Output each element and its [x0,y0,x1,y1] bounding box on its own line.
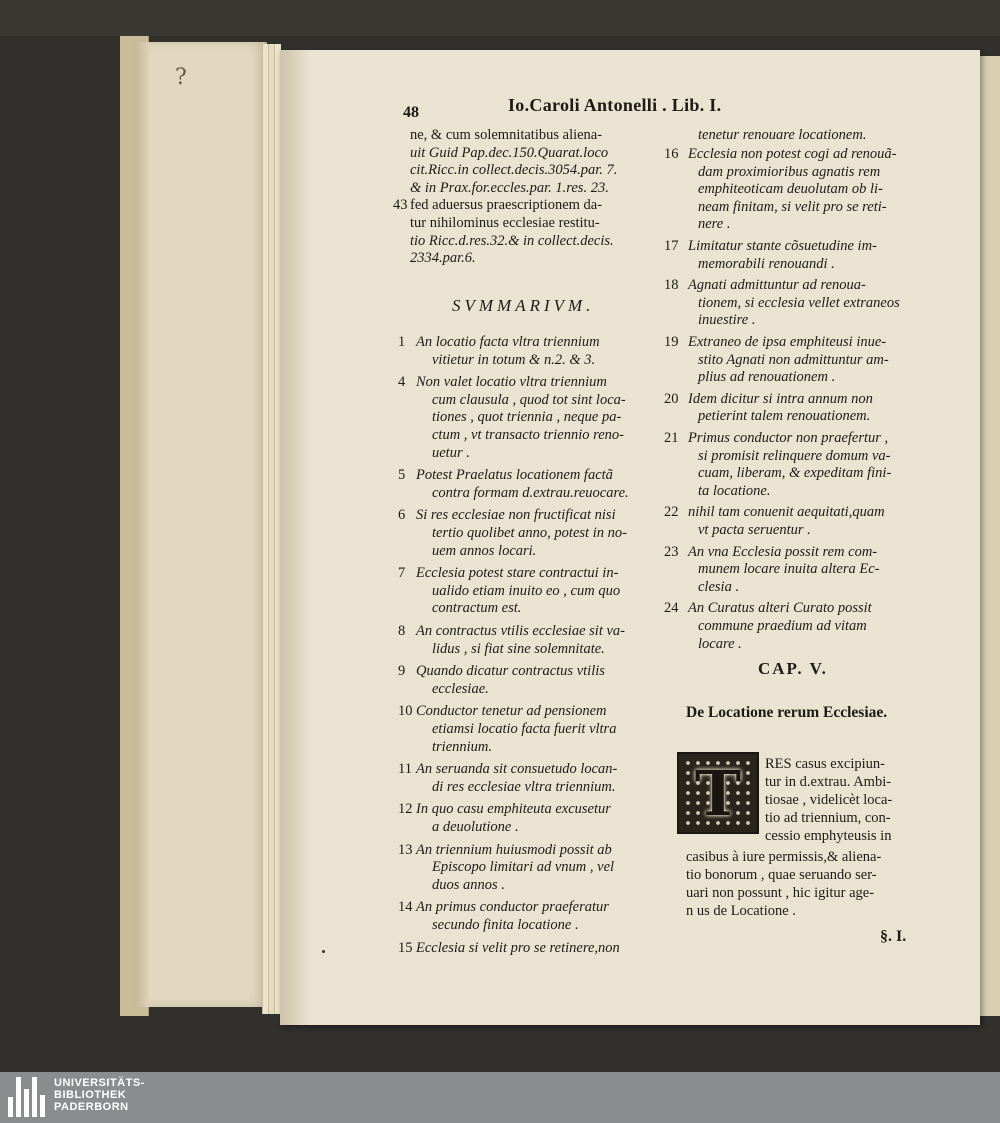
body-text-line: n us de Locatione . [686,903,796,919]
margin-number: 43 [393,197,408,214]
summary-item-line: An vna Ecclesia possit rem com- [688,543,878,560]
body-text-line: tio bonorum , quae seruando ser- [686,867,877,883]
summary-item-line: An seruanda sit consuetudo locan- [416,761,618,778]
summary-item-line: contra formam d.extrau.reuocare. [432,484,629,501]
summary-item-number: 7 [398,565,406,582]
left-flyleaf [135,42,267,1007]
body-text-line: RES casus excipiun- [765,756,886,772]
body-text-line: uari non possunt , hic igitur age- [686,885,875,901]
summary-item-line: duos annos . [432,876,505,893]
summary-item-line: etiamsi locatio facta fuerit vltra [432,721,617,737]
summary-item-number: 23 [664,543,679,560]
body-text-line: cessio emphyteusis in [765,828,892,844]
summary-item-line: ctum , vt transacto triennio reno- [432,427,624,443]
summary-item-line: petierint talem renouationem. [698,408,871,425]
summary-item-number: 6 [398,507,406,524]
summary-item-number: 21 [664,430,679,446]
section-mark: §. I. [880,928,907,945]
page-number: 48 [403,104,419,121]
summary-item-line: cum clausula , quod tot sint loca- [432,391,626,408]
summary-item-number: 13 [398,841,413,858]
summary-item-line: a deuolutione . [432,819,519,835]
summary-item-number: 20 [664,390,679,407]
summary-item-line: tertio quolibet anno, potest in no- [432,525,627,541]
body-text-line: tiosae , videlicèt loca- [765,792,893,808]
summary-item-line: Conductor tenetur ad pensionem [416,703,607,720]
summary-item-line: Ecclesia si velit pro se retinere,non [416,939,620,956]
summary-item-line: In quo casu emphiteuta excusetur [416,801,611,818]
summary-item-number: 10 [398,703,413,720]
summary-item-line: triennium. [432,738,493,755]
summary-item-line: emphiteoticam deuolutam ob li- [698,181,883,198]
summary-item-line: si promisit relinquere domum va- [698,447,891,464]
summary-item-line: neam finitam, si velit pro se reti- [698,198,887,215]
body-text-line: tur in d.extrau. Ambi- [765,774,892,790]
summary-item-line: ta locatione. [698,482,771,499]
summary-item-line: Potest Praelatus locationem factã [416,467,613,484]
body-text-line: casibus à iure permissis,& aliena- [686,849,882,865]
body-text-line: tio Ricc.d.res.32.& in collect.decis. [410,232,614,249]
summary-item-line: ualido etiam inuito eo , cum quo [432,582,621,599]
chapter-heading: CAP. V. [758,659,828,678]
summary-item-number: 16 [664,146,679,162]
summary-item-line: commune praedium ad vitam [698,618,867,634]
summary-item-line: munem locare inuita altera Ec- [698,561,880,578]
summary-item-line: ecclesiae. [432,680,489,697]
summary-item-number: 17 [664,238,679,254]
summary-item-line: memorabili renouandi . [698,255,835,272]
summary-item-line: Quando dicatur contractus vtilis [416,663,605,680]
summary-item-line: Ecclesia potest stare contractui in- [416,565,619,582]
summary-item-number: 14 [398,899,413,916]
decorated-initial [677,752,759,834]
library-name-line-1: UNIVERSITÄTS- [54,1077,145,1089]
summary-item-line: Ecclesia non potest cogi ad renouã- [688,146,897,162]
library-logo-icon [8,1077,48,1117]
body-text-line: fed aduersus praescriptionem da- [410,197,603,214]
summary-item-line: Agnati admittuntur ad renoua- [688,277,866,294]
summary-item-line: vt pacta seruentur . [698,522,811,538]
summary-item-line: vitietur in totum & n.2. & 3. [432,351,596,368]
summary-item-line: contractum est. [432,600,522,617]
body-text-line: uit Guid Pap.dec.150.Quarat.loco [410,144,609,161]
library-name-line-2: BIBLIOTHEK [54,1089,127,1101]
body-text-line: 2334.par.6. [410,250,476,267]
summary-item-line: nihil tam conuenit aequitati,quam [688,504,885,521]
summary-item-line: uetur . [432,444,470,461]
summary-item-line: An primus conductor praeferatur [416,899,609,916]
summary-item-number: 11 [398,761,412,778]
summary-item-line: Limitatur stante cõsuetudine im- [688,238,877,254]
summary-heading: SVMMARIVM. [452,296,595,315]
summary-item-line: inuestire . [698,312,756,329]
summary-item-number: 22 [664,504,679,521]
summary-item-line: Primus conductor non praefertur , [688,430,889,446]
flyleaf-crease [135,42,149,1007]
summary-item-line: clesia . [698,578,740,595]
summary-item-line: tionem, si ecclesia vellet extraneos [698,294,900,311]
summary-item-line: Si res ecclesiae non fructificat nisi [416,507,616,524]
body-text-line: & in Prax.for.eccles.par. 1.res. 23. [410,179,609,196]
summary-item-line: lidus , si fiat sine solemnitate. [432,640,605,657]
summary-item-line: di res ecclesiae vltra triennium. [432,778,616,795]
summary-item-number: 19 [664,334,679,350]
body-text-line: tenetur renouare locationem. [698,127,867,143]
summary-item-line: An locatio facta vltra triennium [416,334,600,350]
running-title: Io.Caroli Antonelli . Lib. I. [508,95,722,115]
summary-item-line: locare . [698,635,742,652]
summary-item-line: secundo finita locatione . [432,917,579,933]
initial-letter: T [694,756,742,830]
summary-item-number: 5 [398,467,406,484]
summary-item-number: 4 [398,374,406,391]
summary-item-line: dam proximioribus agnatis rem [698,163,881,180]
summary-item-number: 18 [664,277,679,294]
body-text-line: tur nihilominus ecclesiae restitu- [410,215,600,231]
summary-item-line: stito Agnati non admittuntur am- [698,351,889,368]
summary-item-line: uem annos locari. [432,542,537,559]
summary-item-line: nere . [698,216,731,233]
summary-item-number: 24 [664,600,679,617]
summary-item-line: An Curatus alteri Curato possit [688,600,872,617]
dark-background-strip [0,0,1000,36]
summary-item-line: Idem dicitur si intra annum non [688,390,873,407]
summary-item-line: Non valet locatio vltra triennium [416,374,607,391]
summary-item-number: 1 [398,334,406,350]
library-footer-bar [0,1072,1000,1123]
chapter-title: De Locatione rerum Ecclesiae. [686,704,888,721]
summary-item-number: 8 [398,623,406,639]
summary-item-line: cuam, liberam, & expeditam fini- [698,465,892,482]
summary-item-number: 9 [398,663,406,680]
library-name-line-3: PADERBORN [54,1101,129,1113]
summary-item-line: Extraneo de ipsa emphiteusi inue- [688,334,887,350]
summary-item-line: An triennium huiusmodi possit ab [416,841,612,858]
body-text-line: tio ad triennium, con- [765,810,891,826]
summary-item-number: 15 [398,939,413,956]
flyleaf-mark: ? [175,65,187,90]
summary-item-line: tiones , quot triennia , neque pa- [432,409,622,426]
summary-item-line: plius ad renouationem . [698,369,836,386]
summary-item-line: An contractus vtilis ecclesiae sit va- [416,623,625,639]
body-text-line: cit.Ricc.in collect.decis.3054.par. 7. [410,162,618,179]
summary-item-line: Episcopo limitari ad vnum , vel [432,859,615,876]
body-text-line: ne, & cum solemnitatibus aliena- [410,127,603,143]
ink-speck [322,950,325,953]
summary-item-number: 12 [398,801,413,818]
